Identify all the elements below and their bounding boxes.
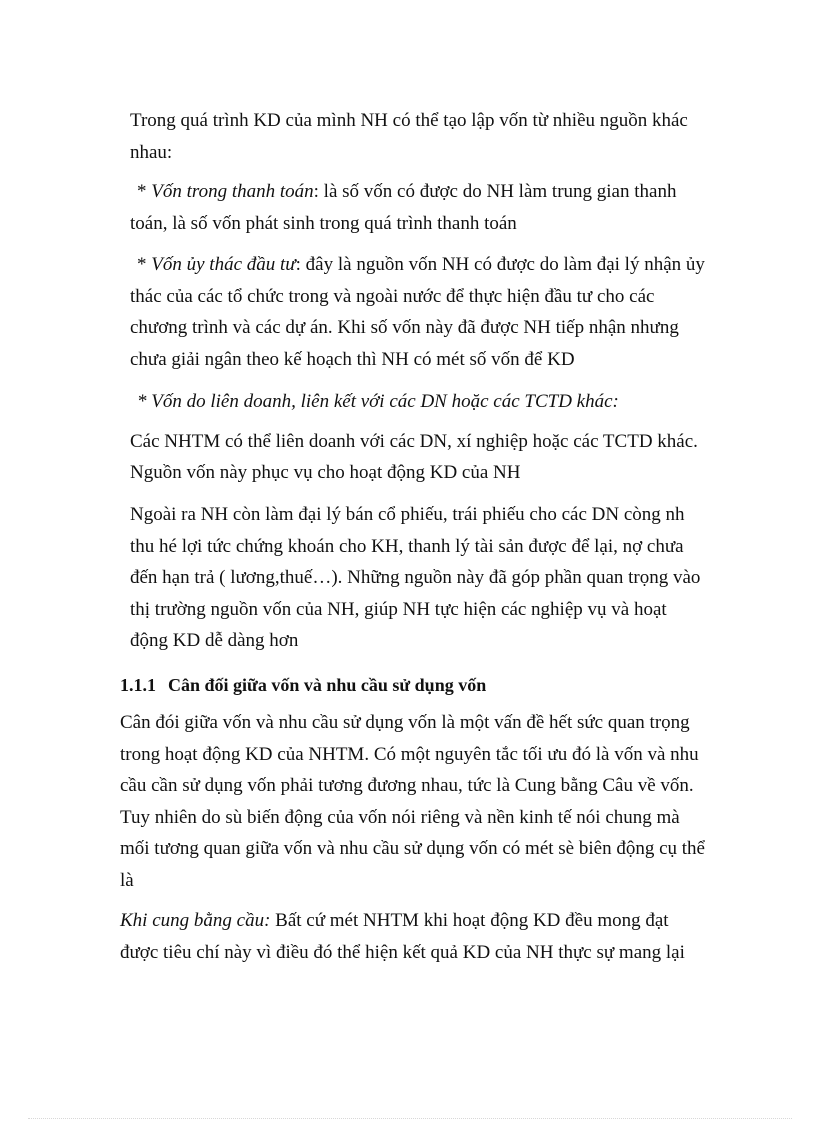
paragraph-8-line-2: được tiêu chí này vì điều đó thể hiện kết quả KD của NH thực sự mang lại bbox=[120, 942, 685, 963]
paragraph-1-line-1: Trong quá trình KD của mình NH có thể tạo lập vốn từ nhiều nguồn khác bbox=[130, 110, 688, 131]
bullet-marker: * bbox=[137, 181, 152, 202]
paragraph-3-line-3: chương trình và các dự án. Khi số vốn này đã được NH tiếp nhận nhưng bbox=[130, 317, 679, 338]
term-von-uy-thac-dau-tu: Vốn ủy thác đầu tư bbox=[151, 254, 296, 275]
term-von-trong-thanh-toan: Vốn trong thanh toán bbox=[151, 181, 314, 202]
section-title: Cân đối giữa vốn và nhu cầu sử dụng vốn bbox=[168, 675, 487, 695]
paragraph-1-line-2: nhau: bbox=[130, 142, 173, 163]
section-number: 1.1.1 bbox=[120, 675, 156, 695]
paragraph-3-line-2: thác của các tổ chức trong và ngoài nước để thực hiện đầu tư cho các bbox=[130, 286, 655, 307]
paragraph-6-line-1: Ngoài ra NH còn làm đại lý bán cổ phiếu, trái phiếu cho các DN còng nh bbox=[130, 504, 685, 525]
definition-text: : đây là nguồn vốn NH có được do làm đại lý nhận ủy bbox=[295, 254, 705, 275]
paragraph-6-line-5: động KD dễ dàng hơn bbox=[130, 630, 299, 651]
bullet-marker: * bbox=[137, 254, 152, 275]
paragraph-7-line-3: cầu cần sử dụng vốn phải tương đương nhau, tức là Cung bằng Câu về vốn. bbox=[120, 775, 694, 796]
paragraph-2-line-2: toán, là số vốn phát sinh trong quá trình thanh toán bbox=[130, 213, 517, 234]
paragraph-6-line-4: thị trường nguồn vốn của NH, giúp NH tực hiện các nghiệp vụ và hoạt bbox=[130, 599, 667, 620]
paragraph-7-line-5: mối tương quan giữa vốn và nhu cầu sử dụng vốn có mét sè biên động cụ thể bbox=[120, 838, 705, 859]
page-bottom-border bbox=[28, 1118, 792, 1119]
definition-text: : là số vốn có được do NH làm trung gian thanh bbox=[313, 181, 677, 202]
paragraph-8-text: Bất cứ mét NHTM khi hoạt động KD đều mong đạt bbox=[270, 910, 669, 931]
paragraph-7-line-6: là bbox=[120, 870, 134, 891]
paragraph-7-line-4: Tuy nhiên do sù biến động của vốn nói riêng và nền kinh tế nói chung mà bbox=[120, 807, 680, 828]
paragraph-5-line-1: Các NHTM có thể liên doanh với các DN, xí nghiệp hoặc các TCTD khác. bbox=[130, 431, 698, 452]
paragraph-6-line-2: thu hé lợi tức chứng khoán cho KH, thanh lý tài sản được để lại, nợ chưa bbox=[130, 536, 684, 557]
paragraph-3-line-1 bbox=[137, 253, 705, 277]
paragraph-7-line-2: trong hoạt động KD của NHTM. Có một nguyên tắc tối ưu đó là vốn và nhu bbox=[120, 744, 699, 765]
paragraph-2-line-1 bbox=[137, 180, 676, 204]
paragraph-6-line-3: đến hạn trả ( lương,thuế…). Những nguồn này đã góp phần quan trọng vào bbox=[130, 567, 701, 588]
paragraph-3-line-4: chưa giải ngân theo kế hoạch thì NH có mét số vốn để KD bbox=[130, 349, 575, 370]
paragraph-8-line-1 bbox=[120, 909, 669, 933]
paragraph-7-line-1: Cân đói giữa vốn và nhu cầu sử dụng vốn là một vấn đề hết sức quan trọng bbox=[120, 712, 690, 733]
paragraph-5-line-2: Nguồn vốn này phục vụ cho hoạt động KD của NH bbox=[130, 462, 521, 483]
section-heading bbox=[120, 673, 486, 697]
term-khi-cung-bang-cau: Khi cung bằng cầu: bbox=[120, 910, 271, 931]
paragraph-4-line-1: * Vốn do liên doanh, liên kết với các DN hoặc các TCTD khác: bbox=[137, 391, 619, 412]
